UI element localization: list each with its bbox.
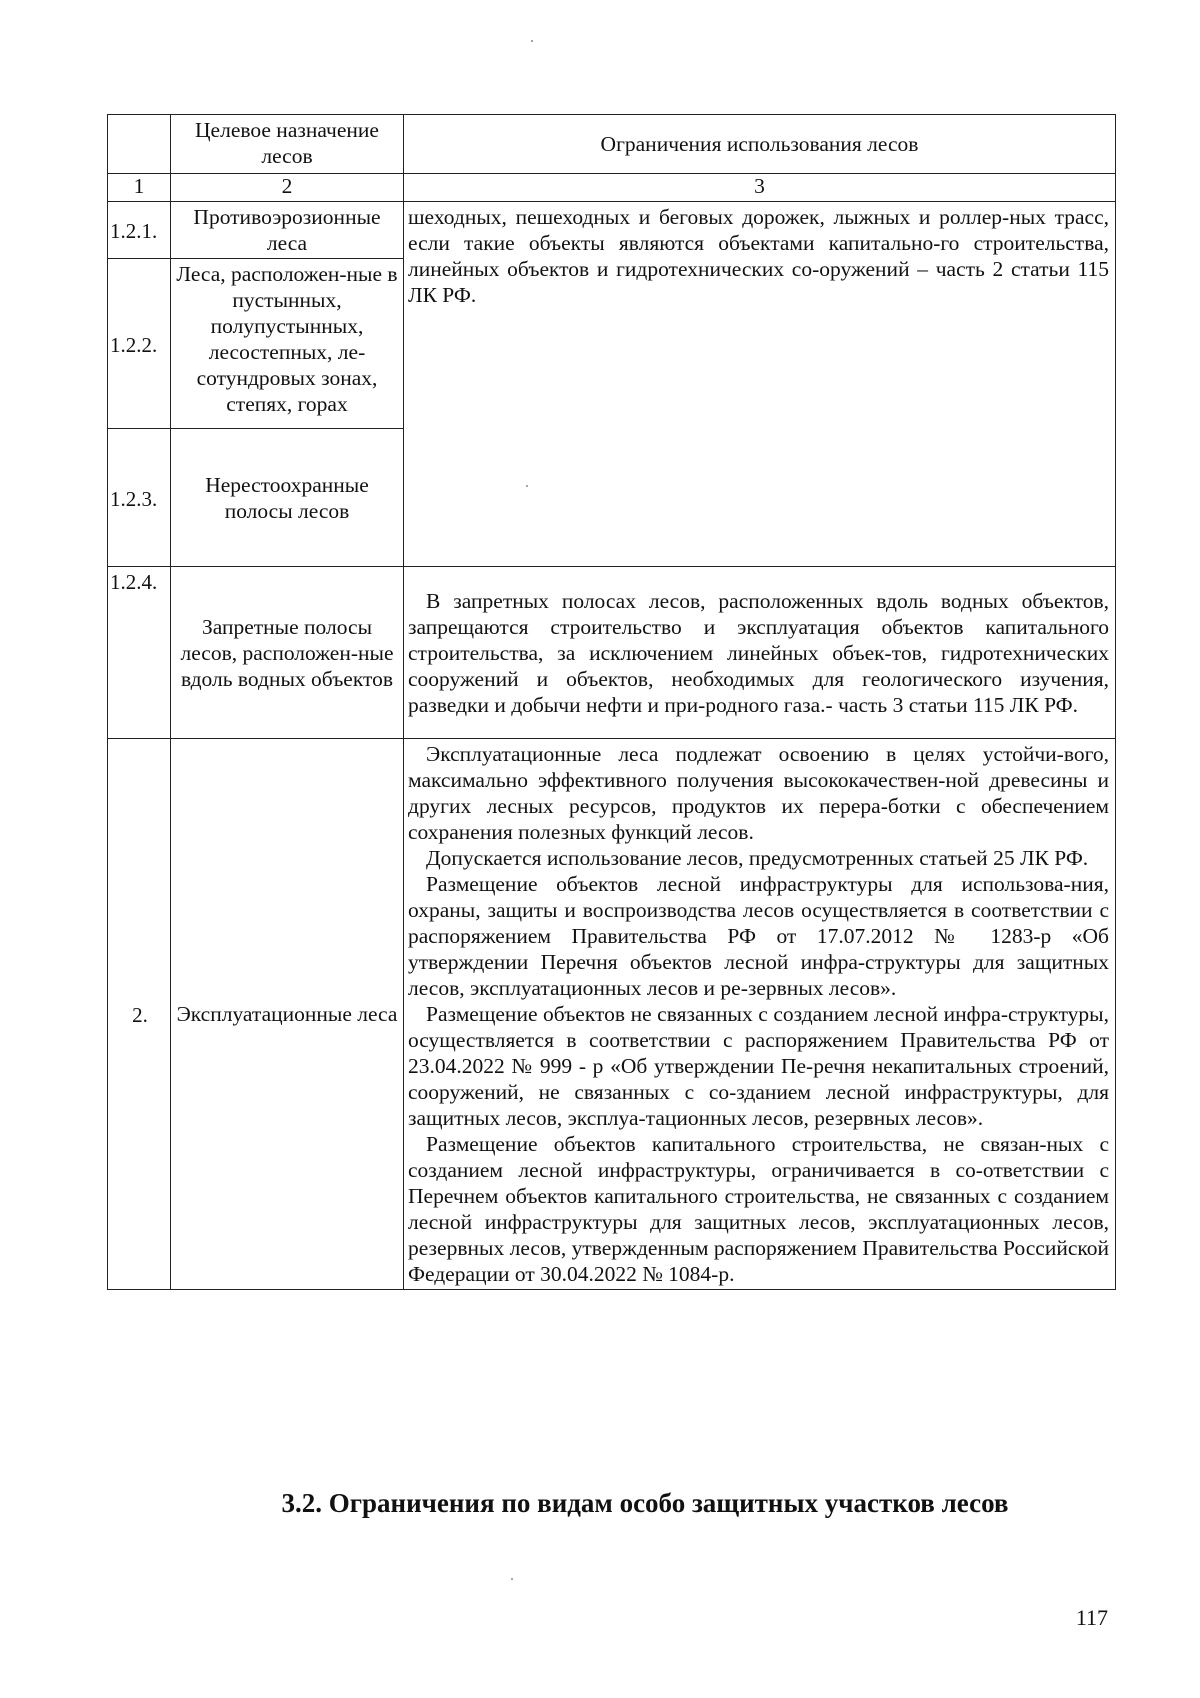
header-row: [108, 115, 1116, 174]
table-row: [108, 739, 1116, 1290]
restriction-paragraph: Размещение объектов лесной инфраструктуры для использова-ния, охраны, защиты и воспроизводства лесов осуществляется в соответствии с распоряжением Правительства РФ от 17.07.2012 № 1283-р «Об утверждении Перечня объектов лесной инфра-структуры для защитных лесов, эксплуатационных лесов и ре-зервных лесов».: [408, 872, 1109, 1000]
restriction-paragraph: шеходных, пешеходных и беговых дорожек, лыжных и роллер-ных трасс, если такие объекты являются объектами капитально-го строительства, линейных объектов и гидротехнических со-оружений – часть 2 статьи 115 ЛК РФ.: [408, 205, 1109, 307]
restriction-paragraph: Эксплуатационные леса подлежат освоению в целях устойчи-вого, максимально эффективного получения высококачествен-ной древесины и других лесных ресурсов, продуктов их перера-ботки с обеспечением сохранения полезных функций лесов.: [408, 742, 1109, 844]
restriction-text: [404, 202, 1116, 567]
row-purpose: Противоэрозионные леса: [171, 202, 404, 259]
header-restrictions: Ограничения использования лесов: [404, 115, 1116, 174]
header-cell-1: [108, 115, 171, 174]
column-number-row: [108, 174, 1116, 202]
restriction-text: [404, 567, 1116, 739]
page-number: 117: [1075, 1605, 1108, 1630]
row-number: 2.: [108, 739, 171, 1290]
scan-speck: [531, 40, 533, 42]
column-number-3: 3: [404, 174, 1116, 202]
section-title: 3.2. Ограничения по видам особо защитных участков лесов: [281, 1488, 1009, 1518]
row-purpose: Нерестоохранные полосы лесов: [171, 429, 404, 567]
restrictions-table: [107, 114, 1116, 1290]
row-purpose: Запретные полосы лесов, расположен-ные вдоль водных объектов: [171, 567, 404, 739]
row-number: 1.2.4.: [108, 567, 171, 739]
row-number: 1.2.3.: [108, 429, 171, 567]
table-row: [108, 567, 1116, 739]
row-number: 1.2.1.: [108, 202, 171, 259]
row-purpose: Эксплуатационные леса: [171, 739, 404, 1290]
restriction-paragraph: Допускается использование лесов, предусмотренных статьей 25 ЛК РФ.: [426, 846, 1089, 870]
restriction-text: [404, 739, 1116, 1290]
row-purpose: Леса, расположен-ные в пустынных, полупустынных, лесостепных, ле-сотундровых зонах, степях, горах: [171, 259, 404, 429]
column-number-1: 1: [108, 174, 171, 202]
row-number: 1.2.2.: [108, 259, 171, 429]
table-row: [108, 202, 1116, 259]
restriction-paragraph: Размещение объектов капитального строительства, не связан-ных с созданием лесной инфраструктуры, ограничивается в со-ответствии с Перечнем объектов капитального строительства, не связанных с созданием лесной инфраструктуры для защитных лесов, эксплуатационных лесов, резервных лесов, утвержденным распоряжением Правительства Российской Федерации от 30.04.2022 № 1084-р.: [408, 1132, 1109, 1286]
restriction-paragraph: В запретных полосах лесов, расположенных вдоль водных объектов, запрещаются строительство и эксплуатация объектов капитального строительства, за исключением линейных объек-тов, гидротехнических сооружений и объектов, необходимых для геологического изучения, разведки и добычи нефти и при-родного газа.- часть 3 статьи 115 ЛК РФ.: [408, 588, 1109, 717]
scan-speck: [511, 1578, 513, 1580]
restriction-paragraph: Размещение объектов не связанных с созданием лесной инфра-структуры, осуществляется в соответствии с распоряжением Правительства РФ от 23.04.2022 № 999 - р «Об утверждении Пе-речня некапитальных строений, сооружений, не связанных с со-зданием лесной инфраструктуры, для защитных лесов, эксплуа-тационных лесов, резервных лесов».: [408, 1002, 1109, 1130]
header-purpose: Целевое назначение лесов: [171, 115, 404, 174]
column-number-2: 2: [171, 174, 404, 202]
